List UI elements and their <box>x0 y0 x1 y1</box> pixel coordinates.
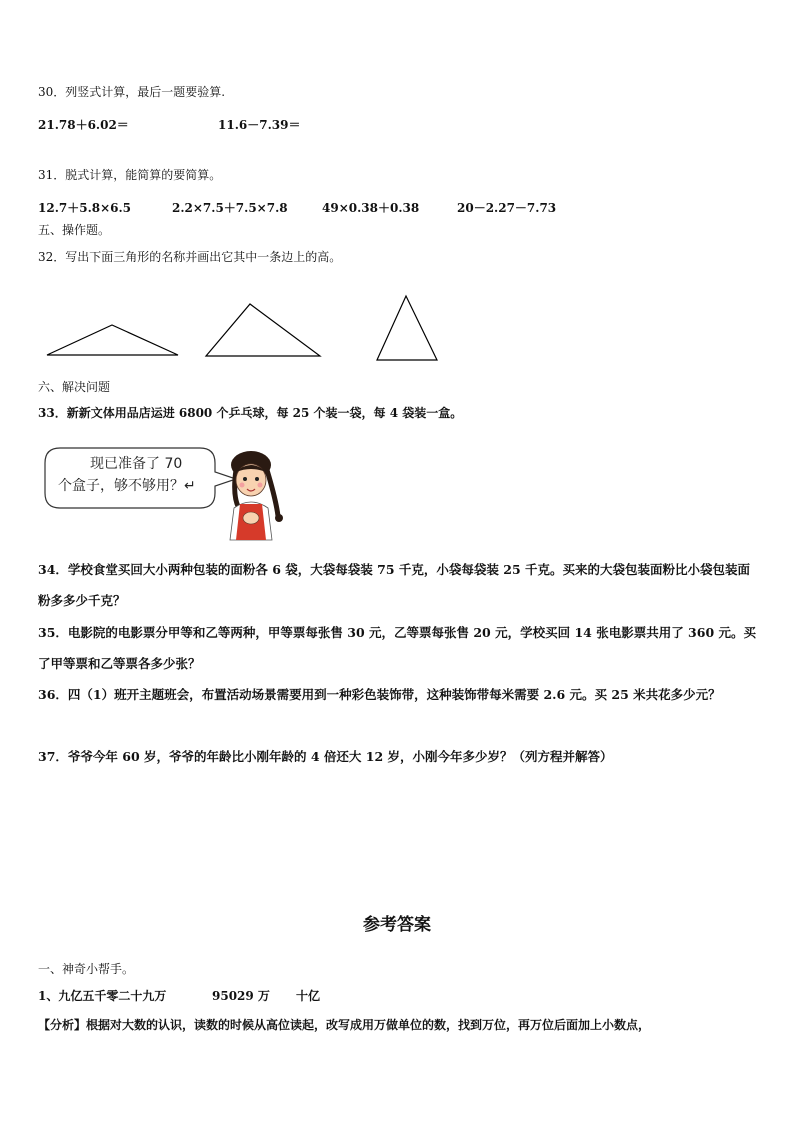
answers-title: 参考答案 <box>363 915 431 935</box>
q37-text: 37．爷爷今年 60 岁，爷爷的年龄比小刚年龄的 4 倍还大 12 岁，小刚今年多少岁？（列方程并解答） <box>38 749 613 764</box>
q31-title: 31．脱式计算，能简算的要简算。 <box>38 168 222 182</box>
answer-1-part-2: 95029 万 <box>212 989 270 1003</box>
q31-expr-1: 12.7＋5.8×6.5 <box>38 201 132 215</box>
q36-text: 36．四（1）班开主题班会，布置活动场景需要用到一种彩色装饰带，这种装饰带每米需要 2.6 元。买 25 米共花多少元？ <box>38 687 721 702</box>
answer-1-part-1: 1、九亿五千零二十九万 <box>38 989 167 1003</box>
bubble-line-1: 现已准备了 70 <box>90 456 183 472</box>
girl-illustration <box>230 451 283 540</box>
section-6-heading: 六、解决问题 <box>38 380 111 394</box>
answers-section-1: 一、神奇小帮手。 <box>38 962 135 976</box>
q35-text: 35．电影院的电影票分甲等和乙等两种，甲等票每张售 30 元，乙等票每张售 20 元，学校买回 14 张电影票共用了 360 元。买了甲等票和乙等票各多少张？ <box>38 625 756 671</box>
bubble-line-2: 个盒子，够不够用？↵ <box>58 478 196 494</box>
q33-text: 33．新新文体用品店运进 6800 个乒乓球，每 25 个装一袋，每 4 袋装一盒。 <box>38 406 463 420</box>
answer-1-part-3: 十亿 <box>296 989 321 1003</box>
q30-expr-2: 11.6－7.39＝ <box>218 118 301 132</box>
q31-expr-3: 49×0.38＋0.38 <box>322 201 420 215</box>
q30-expr-1: 21.78＋6.02＝ <box>38 118 129 132</box>
q31-expr-2: 2.2×7.5＋7.5×7.8 <box>172 201 288 215</box>
q32-text: 32．写出下面三角形的名称并画出它其中一条边上的高。 <box>38 250 342 264</box>
q34-text: 34．学校食堂买回大小两种包装的面粉各 6 袋，大袋每袋装 75 千克，小袋每袋装 25 千克。买来的大袋包装面粉比小袋包装面粉多多少千克？ <box>38 562 750 608</box>
q31-expr-4: 20－2.27－7.73 <box>457 201 557 215</box>
q30-title: 30．列竖式计算，最后一题要验算. <box>38 85 226 99</box>
section-5-heading: 五、操作题。 <box>38 223 111 237</box>
answer-1-analysis: 【分析】根据对大数的认识，读数的时候从高位读起，改写成用万做单位的数，找到万位，再万位后面加上小数点， <box>38 1018 651 1032</box>
